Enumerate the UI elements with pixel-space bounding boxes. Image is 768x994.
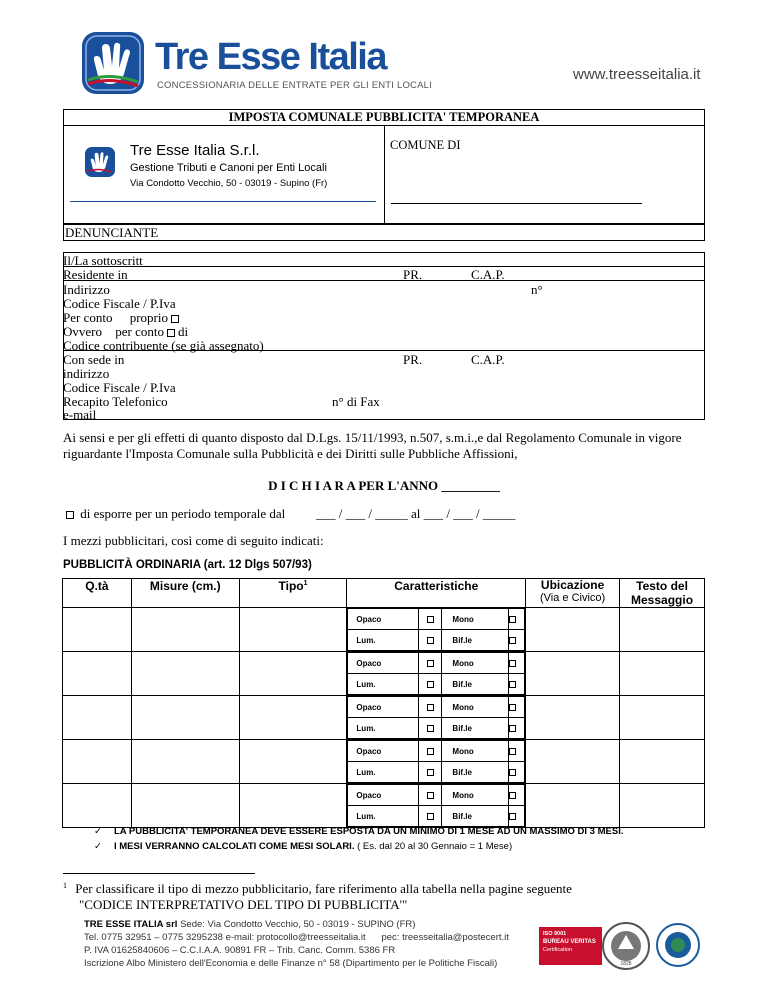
svg-text:1828: 1828: [620, 961, 632, 967]
pr-label: PR.: [403, 352, 423, 367]
col-qta: Q.tà: [63, 579, 132, 608]
codice-fiscale-label: Codice Fiscale / P.Iva: [63, 296, 176, 311]
accredia-seal-icon: [655, 921, 701, 969]
legal-text: Ai sensi e per gli effetti di quanto disposto dal D.Lgs. 15/11/1993, n.507, s.m.i.,e dal Regolamento Comunale in vigore riguardante l'Imposta Comunale sulla Pubblicità e dei Diritti sulle Pubbliche Affissioni,: [63, 430, 682, 461]
footnote: $^1$ Per classificare il tipo di mezzo pubblicitario, fare riferimento alla tabella nella pagine seguente "CODICE INTERPRETATIVO DEL TIPO DI PUBBLICITA'": [63, 881, 572, 913]
opaco-checkbox[interactable]: [427, 660, 434, 667]
email-label: e-mail: [63, 407, 97, 422]
checkmark-icon: ✓: [94, 826, 102, 837]
dichiara-title: D I C H I A R A PER L'ANNO _________: [268, 478, 500, 493]
opaco-checkbox[interactable]: [427, 704, 434, 711]
bifle-checkbox[interactable]: [509, 637, 516, 644]
bifle-checkbox[interactable]: [509, 725, 516, 732]
periodo-date[interactable]: ___ / ___ / _____ al ___ / ___ / _____: [316, 506, 516, 521]
col-testo: Testo del Messaggio: [620, 579, 705, 608]
cap-label: C.A.P.: [471, 267, 505, 282]
comune-label: COMUNE DI: [390, 138, 461, 152]
opaco-checkbox[interactable]: [427, 748, 434, 755]
cap-label: C.A.P.: [471, 352, 505, 367]
col-tipo: Tipo$^1$: [239, 579, 347, 608]
lum-checkbox[interactable]: [427, 769, 434, 776]
company-name: Tre Esse Italia S.r.l.: [130, 142, 260, 159]
pr-label: PR.: [403, 267, 423, 282]
note-1: ✓ LA PUBBLICITA' TEMPORANEA DEVE ESSERE ESPOSTA DA UN MINIMO DI 1 MESE AD UN MASSIMO DI 3 MESI.: [94, 826, 624, 837]
lum-checkbox[interactable]: [427, 637, 434, 644]
table-row: Opaco Mono Lum. Bif.le: [63, 696, 705, 740]
opaco-checkbox[interactable]: [427, 616, 434, 623]
comune-field-line[interactable]: [391, 203, 642, 204]
brand-logo-icon: [80, 30, 146, 96]
mono-checkbox[interactable]: [509, 748, 516, 755]
denunciante-label: DENUNCIANTE: [65, 225, 159, 240]
fax-label: n° di Fax: [332, 394, 380, 409]
company-logo-icon: [84, 146, 116, 178]
bureau-veritas-seal-icon: [601, 921, 651, 971]
mono-checkbox[interactable]: [509, 792, 516, 799]
header-col-divider: [384, 125, 385, 224]
sottoscritt-label: Il/La sottoscritt__: [63, 253, 156, 268]
table-row: Opaco Mono Lum. Bif.le: [63, 784, 705, 828]
di-label: di: [177, 324, 189, 339]
table-row: Opaco Mono Lum. Bif.le: [63, 608, 705, 652]
codice-fiscale-label: Codice Fiscale / P.Iva: [63, 380, 176, 395]
table-row: Opaco Mono Lum. Bif.le: [63, 740, 705, 784]
iso-cert-badge: ISO 9001 BUREAU VERITAS Certification: [539, 927, 602, 965]
mono-checkbox[interactable]: [509, 616, 516, 623]
mezzi-text: I mezzi pubblicitari, così come di seguito indicati:: [63, 533, 324, 548]
company-description: Gestione Tributi e Canoni per Enti Locali: [130, 162, 327, 174]
codice-contribuente-label: Codice contribuente (se già assegnato): [63, 338, 264, 353]
brand-name: Tre Esse Italia: [155, 36, 386, 78]
company-underline: [70, 201, 376, 202]
per-conto-label: Per conto: [63, 310, 113, 325]
proprio-label: proprio: [129, 310, 168, 325]
section-title: PUBBLICITÀ ORDINARIA (art. 12 Dlgs 507/93): [63, 559, 312, 571]
bifle-checkbox[interactable]: [509, 769, 516, 776]
residente-label: Residente in: [63, 267, 128, 282]
per-conto-checkbox[interactable]: [167, 329, 175, 337]
indirizzo-label: indirizzo: [63, 366, 110, 381]
numero-label: n°: [531, 282, 543, 297]
per-conto-label: per conto: [115, 324, 164, 339]
table-row: Opaco Mono Lum. Bif.le: [63, 652, 705, 696]
lum-checkbox[interactable]: [427, 681, 434, 688]
checkmark-icon: ✓: [94, 841, 102, 852]
company-address: Via Condotto Vecchio, 50 - 03019 - Supino (Fr): [130, 178, 328, 189]
pubblicita-table: [62, 578, 705, 828]
indirizzo-label: Indirizzo: [63, 282, 110, 297]
footer-address: TRE ESSE ITALIA srl Sede: Via Condotto Vecchio, 50 - 03019 - SUPINO (FR) Tel. 0775 32951 – 0775 3295238 e-mail: protocollo@treesseitalia.it pec: treesseitalia@postecert.it P. IVA 01625840606 – C.C.I.A.A. 90891 FR – Trib. Canc. Comm. 5386 FR Iscrizione Albo Ministero dell'Economia e delle Finanze n° 58 (Dipartimento per le Politiche Fiscali): [84, 919, 509, 969]
mono-checkbox[interactable]: [509, 660, 516, 667]
note-2: ✓ I MESI VERRANNO CALCOLATI COME MESI SOLARI. ( Es. dal 20 al 30 Gennaio = 1 Mese): [94, 841, 513, 852]
brand-tagline: CONCESSIONARIA DELLE ENTRATE PER GLI ENTI LOCALI: [157, 80, 432, 91]
website-link[interactable]: www.treesseitalia.it: [573, 66, 701, 83]
col-misure: Misure (cm.): [131, 579, 239, 608]
bifle-checkbox[interactable]: [509, 813, 516, 820]
periodo-checkbox[interactable]: [66, 511, 74, 519]
con-sede-label: Con sede in: [63, 352, 125, 367]
recapito-label: Recapito Telefonico: [63, 394, 168, 409]
denunciante-box: [63, 224, 705, 241]
footnote-separator: [63, 873, 255, 874]
mono-checkbox[interactable]: [509, 704, 516, 711]
bifle-checkbox[interactable]: [509, 681, 516, 688]
footer-company: TRE ESSE ITALIA srl: [84, 919, 178, 930]
col-caratteristiche: Caratteristiche: [347, 579, 526, 608]
periodo-label: di esporre per un periodo temporale dal: [80, 506, 286, 521]
proprio-checkbox[interactable]: [171, 315, 179, 323]
col-ubicazione: Ubicazione (Via e Civico): [526, 579, 620, 608]
ovvero-label: Ovvero: [63, 324, 102, 339]
opaco-checkbox[interactable]: [427, 792, 434, 799]
lum-checkbox[interactable]: [427, 813, 434, 820]
lum-checkbox[interactable]: [427, 725, 434, 732]
form-title: IMPOSTA COMUNALE PUBBLICITA' TEMPORANEA: [228, 110, 540, 124]
periodo-row: [66, 506, 285, 522]
